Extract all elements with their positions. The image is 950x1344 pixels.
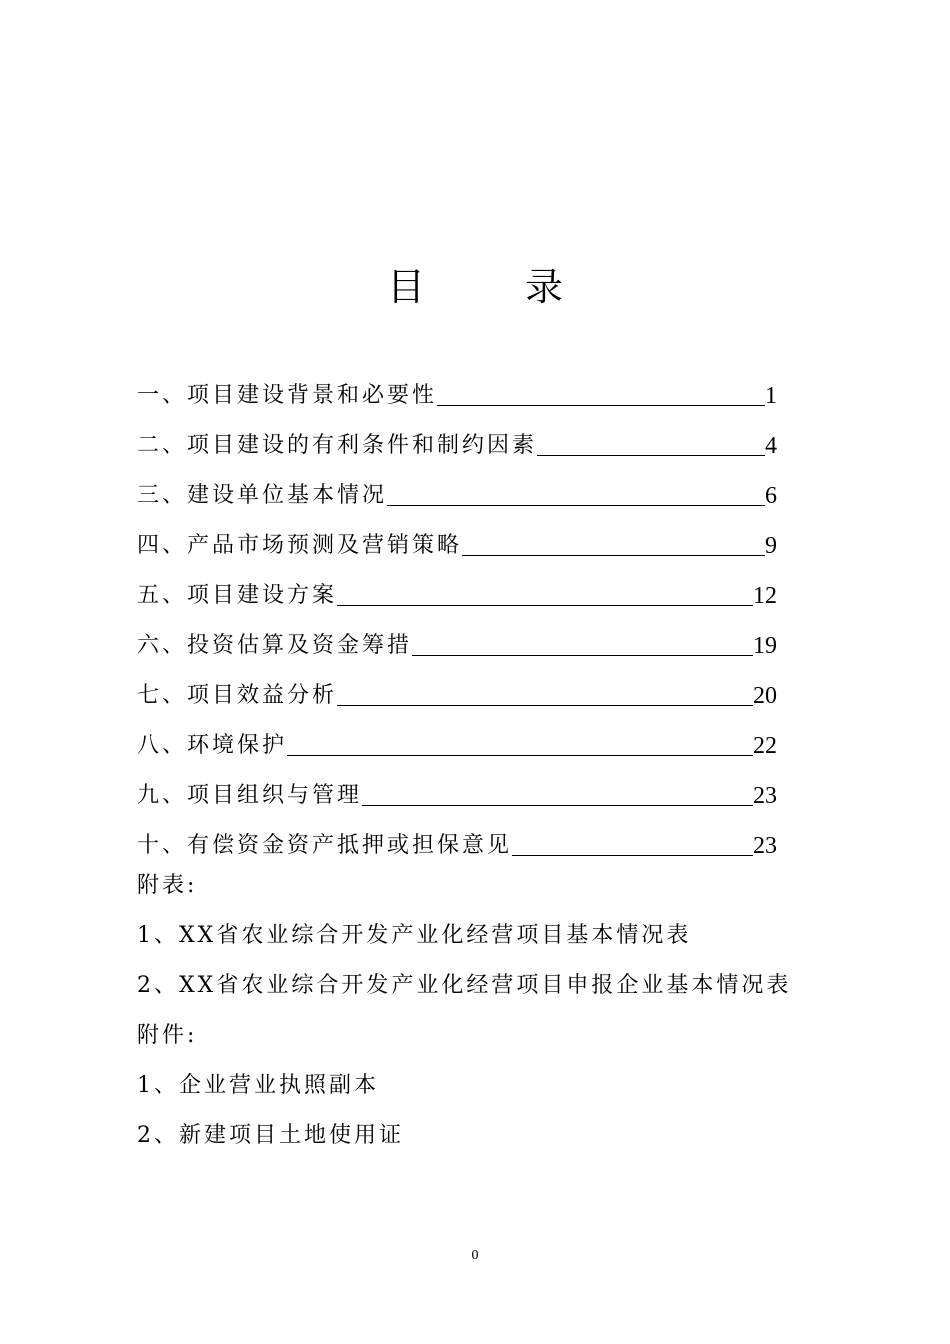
attachment-item: 2、XX省农业综合开发产业化经营项目申报企业基本情况表 <box>137 973 792 998</box>
toc-leader-line <box>337 604 753 606</box>
toc-entry-page: 22 <box>753 733 777 759</box>
toc-entry-page: 6 <box>765 483 777 509</box>
toc-entry[interactable] <box>137 816 777 866</box>
toc-leader-line <box>412 654 753 656</box>
attachments-section <box>137 866 837 1166</box>
toc-leader-line <box>337 704 753 706</box>
toc-entry-page: 4 <box>765 433 777 459</box>
toc-entry-label: 四、产品市场预测及营销策略 <box>137 533 463 558</box>
toc-entry-page: 1 <box>765 383 777 409</box>
toc-entry-label: 一、项目建设背景和必要性 <box>137 383 438 408</box>
toc-leader-line <box>387 504 765 506</box>
toc-leader-line <box>512 854 753 856</box>
toc-entry[interactable] <box>137 416 777 466</box>
toc-leader-line <box>362 804 753 806</box>
toc-entry-page: 19 <box>753 633 777 659</box>
appendix-heading: 附件: <box>137 1023 198 1048</box>
toc-entry-label: 二、项目建设的有利条件和制约因素 <box>137 433 538 458</box>
toc-leader-line <box>437 404 765 406</box>
toc-entry-label: 六、投资估算及资金筹措 <box>137 633 413 658</box>
toc-entry-label: 九、项目组织与管理 <box>137 783 363 808</box>
toc-leader-line <box>287 754 753 756</box>
page-number: 0 <box>471 1248 479 1263</box>
toc-entry-label: 三、建设单位基本情况 <box>137 483 388 508</box>
appendix-item: 2、新建项目土地使用证 <box>137 1123 404 1148</box>
toc-entry-label: 八、环境保护 <box>137 733 288 758</box>
table-of-contents <box>137 366 777 866</box>
attachments-heading: 附表: <box>137 873 198 898</box>
page-title: 目 录 <box>386 265 608 309</box>
toc-entry[interactable] <box>137 516 777 566</box>
toc-leader-line <box>537 454 765 456</box>
toc-entry-label: 七、项目效益分析 <box>137 683 338 708</box>
toc-entry-label: 十、有偿资金资产抵押或担保意见 <box>137 833 513 858</box>
toc-entry[interactable] <box>137 566 777 616</box>
toc-entry-page: 23 <box>753 833 777 859</box>
toc-entry-page: 12 <box>753 583 777 609</box>
attachment-item: 1、XX省农业综合开发产业化经营项目基本情况表 <box>137 923 692 948</box>
toc-entry-page: 20 <box>753 683 777 709</box>
toc-leader-line <box>462 554 765 556</box>
appendix-item: 1、企业营业执照副本 <box>137 1073 379 1098</box>
toc-entry[interactable] <box>137 466 777 516</box>
toc-entry-page: 9 <box>765 533 777 559</box>
toc-entry[interactable] <box>137 716 777 766</box>
toc-entry[interactable] <box>137 766 777 816</box>
toc-entry[interactable] <box>137 616 777 666</box>
toc-entry[interactable] <box>137 366 777 416</box>
toc-entry-page: 23 <box>753 783 777 809</box>
toc-entry[interactable] <box>137 666 777 716</box>
toc-entry-label: 五、项目建设方案 <box>137 583 338 608</box>
